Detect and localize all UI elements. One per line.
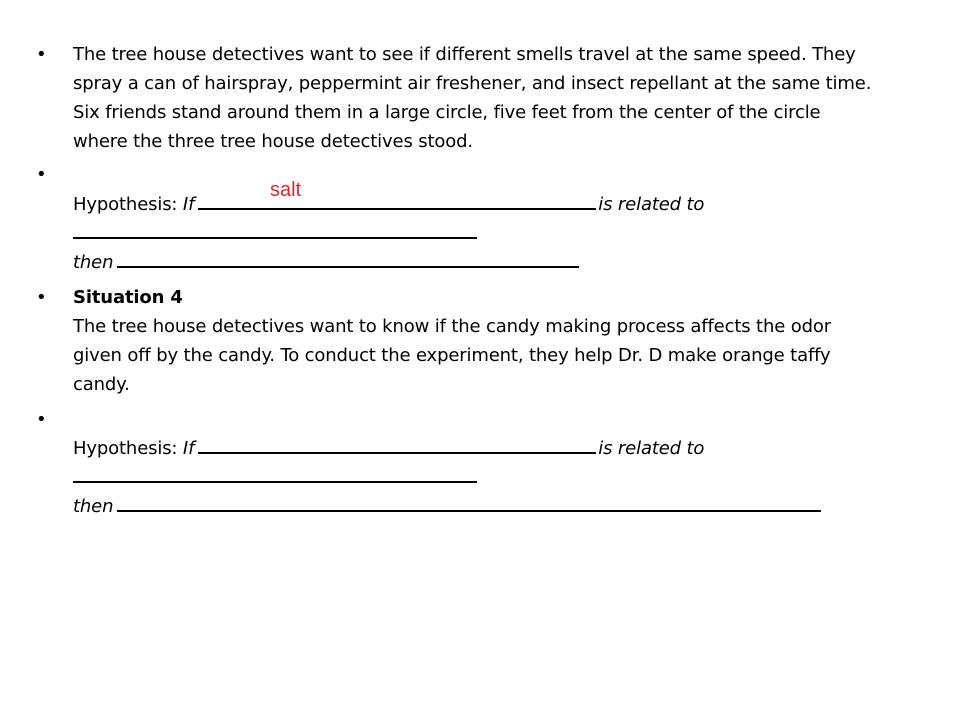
situation-heading: Situation 4: [73, 287, 183, 308]
hypothesis-if-line: [73, 190, 943, 219]
related-to-text: is related to: [598, 194, 705, 215]
bullet-marker: •: [36, 44, 47, 65]
answer-blank[interactable]: [117, 492, 821, 512]
hypothesis-blank-line: [73, 219, 943, 248]
paragraph-line: The tree house detectives want to see if different smells travel at the same speed. They: [73, 44, 856, 65]
if-word: If: [182, 438, 195, 459]
bullet-marker: •: [36, 409, 47, 430]
if-word: If: [182, 194, 195, 215]
bullet-marker: •: [36, 287, 47, 308]
hypothesis-label: Hypothesis:: [73, 194, 183, 215]
then-word: then: [73, 496, 114, 517]
hypothesis-then-line: [73, 492, 943, 521]
situation-4-paragraph: [73, 283, 943, 399]
handwritten-answer: salt: [270, 179, 302, 201]
answer-blank[interactable]: [73, 463, 477, 483]
related-to-text: is related to: [598, 438, 705, 459]
situation-3-paragraph: [73, 40, 943, 156]
paragraph-line: Six friends stand around them in a large circle, five feet from the center of the circle: [73, 102, 821, 123]
paragraph-line: given off by the candy. To conduct the experiment, they help Dr. D make orange taffy: [73, 345, 831, 366]
hypothesis-then-line: [73, 248, 943, 277]
paragraph-line: where the three tree house detectives stood.: [73, 131, 473, 152]
hypothesis-label: Hypothesis:: [73, 438, 183, 459]
hypothesis-2: [73, 434, 943, 521]
paragraph-line: spray a can of hairspray, peppermint air freshener, and insect repellant at the same time.: [73, 73, 872, 94]
then-word: then: [73, 252, 114, 273]
paragraph-line: The tree house detectives want to know if the candy making process affects the odor: [73, 316, 831, 337]
hypothesis-1: [73, 190, 943, 277]
hypothesis-if-line: [73, 434, 943, 463]
answer-blank[interactable]: [198, 190, 596, 210]
answer-blank[interactable]: [117, 248, 579, 268]
answer-blank[interactable]: [73, 219, 477, 239]
bullet-marker: •: [36, 164, 47, 185]
answer-blank[interactable]: [198, 434, 596, 454]
paragraph-line: candy.: [73, 374, 130, 395]
hypothesis-blank-line: [73, 463, 943, 492]
